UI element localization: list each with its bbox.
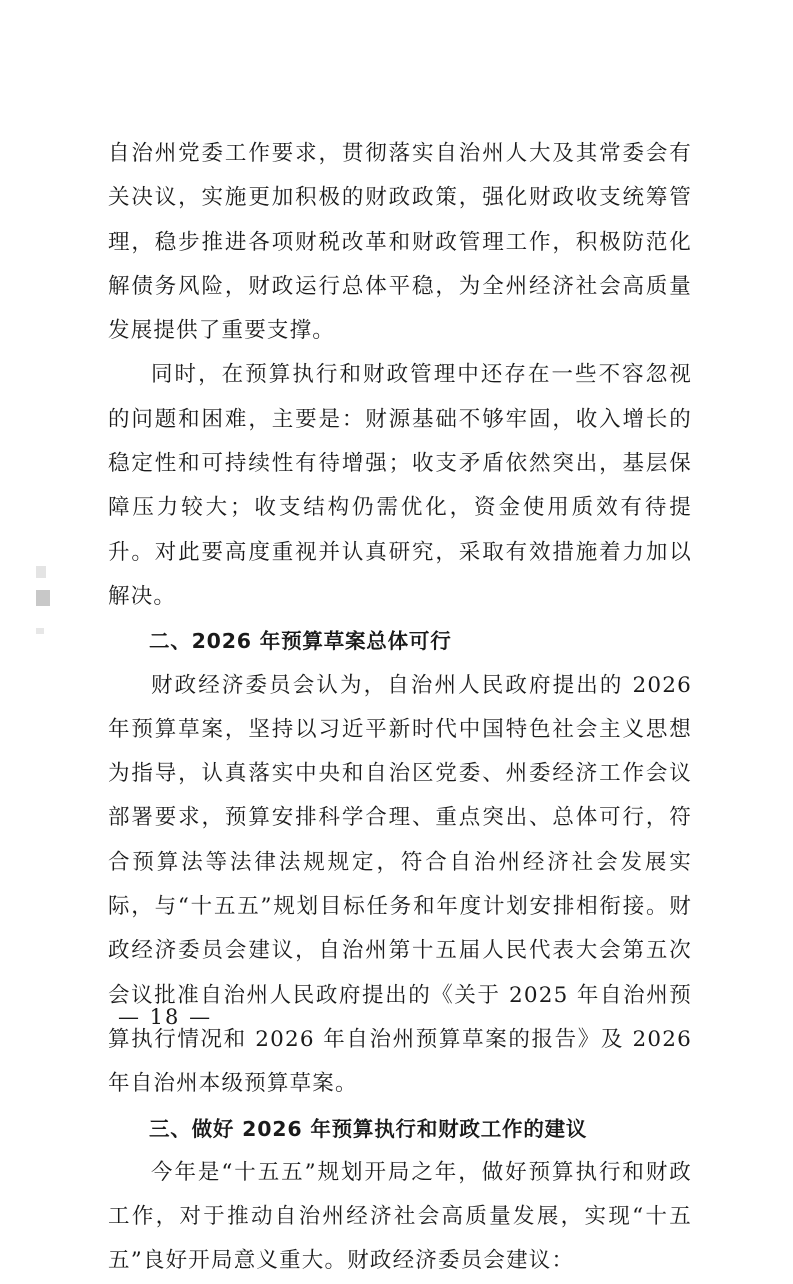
paragraph: 自治州党委工作要求，贯彻落实自治州人大及其常委会有关决议，实施更加积极的财政政策，强化财政收支统筹管理，稳步推进各项财税改革和财政管理工作，积极防范化解债务风险，财政运行总体平稳，为全州经济社会高质量发展提供了重要支撑。 [108, 141, 692, 344]
document-body [108, 132, 692, 1284]
binding-mark [36, 628, 44, 634]
binding-mark [36, 590, 50, 606]
section-heading: 三、做好 2026 年预算执行和财政工作的建议 [149, 1116, 588, 1141]
page-number: — 18 — [118, 1005, 213, 1029]
paragraph: 同时，在预算执行和财政管理中还存在一些不容忽视的问题和困难，主要是：财源基础不够牢固，收入增长的稳定性和可持续性有待增强；收支矛盾依然突出，基层保障压力较大；收支结构仍需优化，资金使用质效有待提升。对此要高度重视并认真研究，采取有效措施着力加以解决。 [108, 362, 692, 609]
section-heading: 二、2026 年预算草案总体可行 [149, 629, 452, 654]
binding-mark [36, 566, 46, 578]
paragraph: 今年是“十五五”规划开局之年，做好预算执行和财政工作，对于推动自治州经济社会高质量发展，实现“十五五”良好开局意义重大。财政经济委员会建议： [108, 1159, 692, 1274]
paragraph: 财政经济委员会认为，自治州人民政府提出的 2026 年预算草案，坚持以习近平新时代中国特色社会主义思想为指导，认真落实中央和自治区党委、州委经济工作会议部署要求，预算安排科学合理、重点突出、总体可行，符合预算法等法律法规规定，符合自治州经济社会发展实际，与“十五五”规划目标任务和年度计划安排相衔接。财政经济委员会建议，自治州第十五届人民代表大会第五次会议批准自治州人民政府提出的《关于 2025 年自治州预算执行情况和 2026 年自治州预算草案的报告》及 2026 年自治州本级预算草案。 [108, 672, 692, 1097]
